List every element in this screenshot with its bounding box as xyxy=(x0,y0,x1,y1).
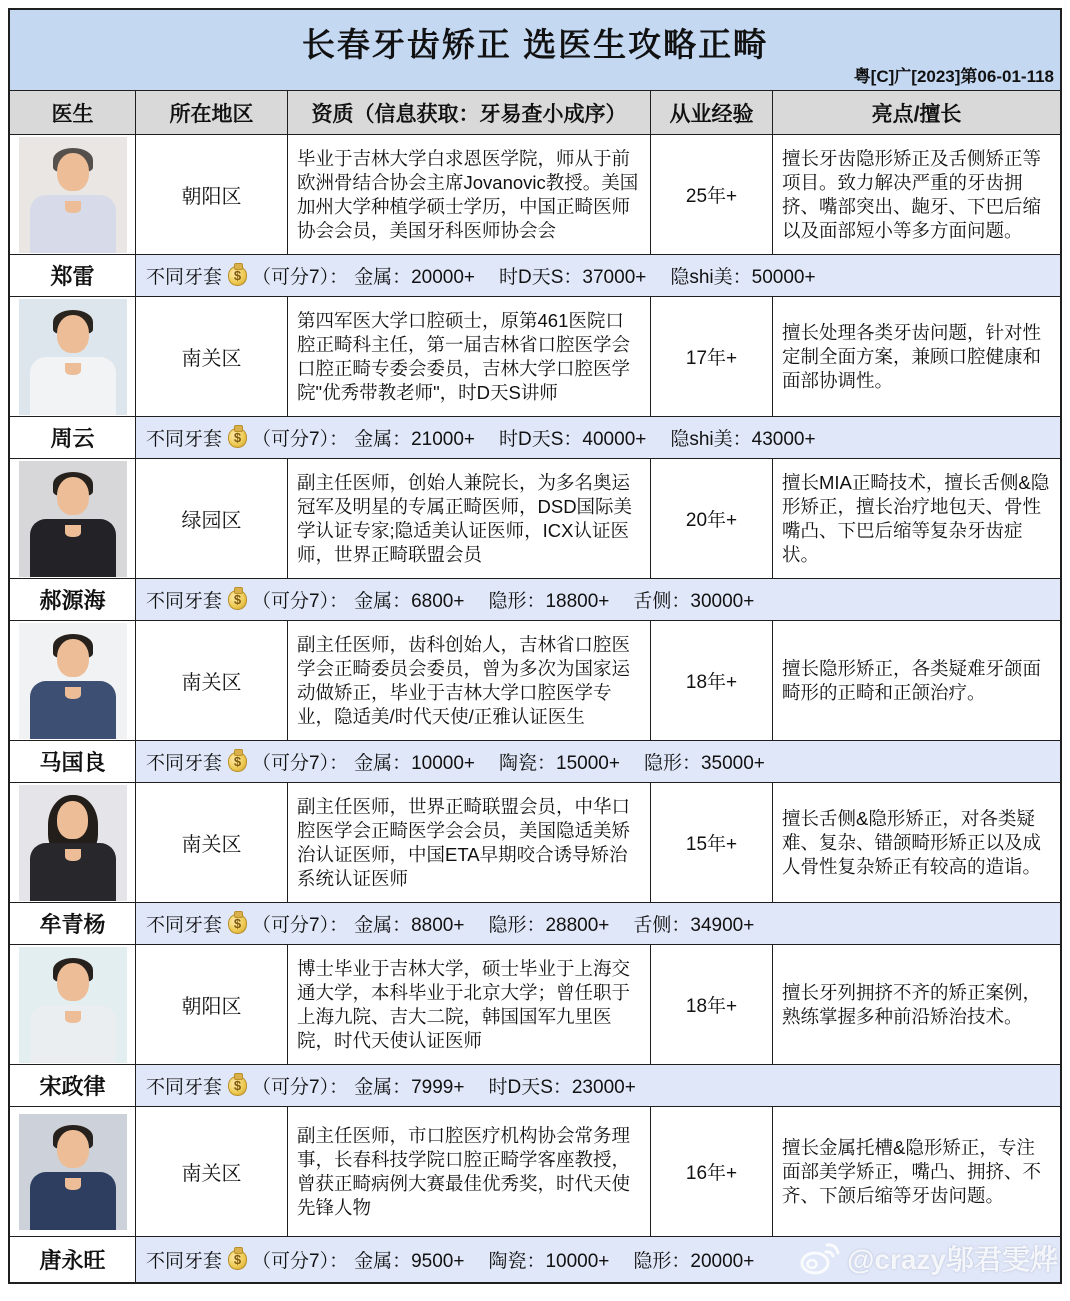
qualifications-cell xyxy=(287,620,650,740)
portrait-neck xyxy=(65,849,81,861)
district-cell: 朝阳区 xyxy=(135,134,287,254)
portrait-neck xyxy=(65,525,81,537)
price-item: 金属：7999+ xyxy=(354,1077,465,1098)
portrait-neck xyxy=(65,1178,81,1190)
doctor-portrait xyxy=(19,623,127,739)
price-note: （可分7）： xyxy=(252,1251,349,1272)
qualifications-cell xyxy=(287,1106,650,1236)
qualifications-text: 博士毕业于吉林大学，硕士毕业于上海交通大学，本科毕业于北京大学；曾任职于上海九院、吉大二院，韩国国军九里医院，时代天使认证医师 xyxy=(297,958,631,1051)
doctor-portrait xyxy=(19,785,127,901)
price-prefix: 不同牙套 xyxy=(146,267,223,288)
qualifications-text: 副主任医师，市口腔医疗机构协会常务理事，长春科技学院口腔正畸学客座教授，曾获正畸病例大赛最佳优秀奖，时代天使先锋人物 xyxy=(297,1125,631,1218)
price-note: （可分7）： xyxy=(252,1077,349,1098)
experience-cell: 25年+ xyxy=(650,134,772,254)
qualifications-text: 第四军医大学口腔硕士，原第461医院口腔正畸科主任，第一届吉林省口腔医学会口腔正畸专委会委员，吉林大学口腔医学院"优秀带教老师"，时D天S讲师 xyxy=(297,310,631,403)
price-prefix: 不同牙套 xyxy=(146,915,223,936)
table-grid xyxy=(10,90,1060,1282)
price-row xyxy=(135,416,1060,458)
price-items xyxy=(354,262,815,289)
doctor-name-cell: 马国良 xyxy=(10,740,135,782)
header-qualifications: 资质（信息获取：牙易查小成序） xyxy=(287,90,650,134)
price-items xyxy=(354,586,754,613)
price-item: 陶瓷：15000+ xyxy=(499,753,620,774)
portrait-neck xyxy=(65,687,81,699)
district-cell: 南关区 xyxy=(135,1106,287,1236)
price-item: 隐shi美：50000+ xyxy=(670,267,816,288)
page-title: 长春牙齿矫正 选医生攻略正畸 xyxy=(301,26,769,63)
price-prefix: 不同牙套 xyxy=(146,1077,223,1098)
doctor-photo-cell xyxy=(10,782,135,902)
qualifications-cell xyxy=(287,944,650,1064)
price-item: 时D天S：40000+ xyxy=(499,429,647,450)
money-bag-icon xyxy=(228,914,247,934)
price-item: 舌侧：34900+ xyxy=(633,915,755,936)
price-row xyxy=(135,902,1060,944)
experience-cell: 17年+ xyxy=(650,296,772,416)
doctor-portrait xyxy=(19,947,127,1063)
price-item: 金属：8800+ xyxy=(354,915,465,936)
portrait-neck xyxy=(65,1011,81,1023)
price-item: 金属：21000+ xyxy=(354,429,476,450)
price-row xyxy=(135,578,1060,620)
highlights-cell xyxy=(772,296,1060,416)
doctor-photo-cell xyxy=(10,620,135,740)
district-cell: 朝阳区 xyxy=(135,944,287,1064)
qualifications-text: 毕业于吉林大学白求恩医学院，师从于前欧洲骨结合协会主席Jovanovic教授。美国加州大学种植学硕士学历，中国正畸医师协会会员，美国牙科医师协会会 xyxy=(297,148,639,241)
district-cell: 南关区 xyxy=(135,782,287,902)
price-note: （可分7）： xyxy=(252,915,349,936)
portrait-face xyxy=(57,963,89,1001)
price-prefix: 不同牙套 xyxy=(146,429,223,450)
money-bag-icon xyxy=(228,428,247,448)
price-note: （可分7）： xyxy=(252,267,349,288)
price-item: 时D天S：23000+ xyxy=(488,1077,636,1098)
experience-cell: 18年+ xyxy=(650,944,772,1064)
highlights-text: 擅长牙列拥挤不齐的矫正案例，熟练掌握多种前沿矫治技术。 xyxy=(782,982,1042,1027)
price-row xyxy=(135,740,1060,782)
qualifications-cell xyxy=(287,296,650,416)
title-bar xyxy=(10,10,1060,90)
highlights-text: 擅长隐形矫正，各类疑难牙颌面畸形的正畸和正颌治疗。 xyxy=(782,658,1042,703)
experience-cell: 18年+ xyxy=(650,620,772,740)
portrait-face xyxy=(57,801,88,839)
qualifications-cell xyxy=(287,134,650,254)
highlights-cell xyxy=(772,134,1060,254)
header-district: 所在地区 xyxy=(135,90,287,134)
doctor-name-cell: 唐永旺 xyxy=(10,1236,135,1282)
doctor-portrait xyxy=(19,1114,127,1230)
doctor-comparison-table xyxy=(8,8,1062,1284)
price-prefix: 不同牙套 xyxy=(146,591,223,612)
price-items xyxy=(354,910,754,937)
district-cell: 绿园区 xyxy=(135,458,287,578)
price-item: 金属：6800+ xyxy=(354,591,465,612)
doctor-photo-cell xyxy=(10,296,135,416)
price-item: 隐形：35000+ xyxy=(643,753,765,774)
experience-cell: 15年+ xyxy=(650,782,772,902)
highlights-text: 擅长MIA正畸技术，擅长舌侧&隐形矫正，擅长治疗地包天、骨性嘴凸、下巴后缩等复杂牙齿症状。 xyxy=(782,472,1050,565)
highlights-cell xyxy=(772,782,1060,902)
price-items xyxy=(354,1246,754,1273)
portrait-face xyxy=(57,477,89,515)
district-cell: 南关区 xyxy=(135,620,287,740)
qualifications-text: 副主任医师，世界正畸联盟会员，中华口腔医学会正畸医学会会员，美国隐适美矫治认证医师，中国ETA早期咬合诱导矫治系统认证医师 xyxy=(297,796,631,889)
price-item: 隐shi美：43000+ xyxy=(670,429,816,450)
watermark-text: @crazy邬君雯烨 xyxy=(847,1244,1058,1275)
qualifications-text: 副主任医师，齿科创始人，吉林省口腔医学会正畸委员会委员，曾为多次为国家运动做矫正，毕业于吉林大学口腔医学专业，隐适美/时代天使/正雅认证医生 xyxy=(297,634,631,727)
money-bag-icon xyxy=(228,1250,247,1270)
ad-license-number: 粤[C]广[2023]第06-01-118 xyxy=(853,67,1054,86)
price-prefix: 不同牙套 xyxy=(146,753,223,774)
portrait-face xyxy=(57,153,89,191)
doctor-photo-cell xyxy=(10,1106,135,1236)
header-highlights: 亮点/擅长 xyxy=(772,90,1060,134)
doctor-name-cell: 周云 xyxy=(10,416,135,458)
price-row xyxy=(135,1236,1060,1282)
price-item: 隐形：20000+ xyxy=(633,1251,755,1272)
doctor-photo-cell xyxy=(10,458,135,578)
price-item: 金属：9500+ xyxy=(354,1251,465,1272)
experience-cell: 20年+ xyxy=(650,458,772,578)
highlights-cell xyxy=(772,1106,1060,1236)
highlights-text: 擅长牙齿隐形矫正及舌侧矫正等项目。致力解决严重的牙齿拥挤、嘴部突出、龅牙、下巴后缩以及面部短小等多方面问题。 xyxy=(782,148,1042,241)
money-bag-icon xyxy=(228,752,247,772)
qualifications-cell xyxy=(287,458,650,578)
money-bag-icon xyxy=(228,1076,247,1096)
doctor-name-cell: 郝源海 xyxy=(10,578,135,620)
highlights-text: 擅长舌侧&隐形矫正，对各类疑难、复杂、错颌畸形矫正以及成人骨性复杂矫正有较高的造诣。 xyxy=(782,808,1042,877)
price-prefix: 不同牙套 xyxy=(146,1251,223,1272)
price-items xyxy=(354,748,765,775)
header-doctor: 医生 xyxy=(10,90,135,134)
money-bag-icon xyxy=(228,266,247,286)
money-bag-icon xyxy=(228,590,247,610)
header-experience: 从业经验 xyxy=(650,90,772,134)
price-row xyxy=(135,1064,1060,1106)
qualifications-cell xyxy=(287,782,650,902)
price-row xyxy=(135,254,1060,296)
price-note: （可分7）： xyxy=(252,429,349,450)
doctor-photo-cell xyxy=(10,944,135,1064)
highlights-cell xyxy=(772,944,1060,1064)
price-item: 金属：10000+ xyxy=(354,753,476,774)
doctor-name-cell: 牟青杨 xyxy=(10,902,135,944)
doctor-name-cell: 郑雷 xyxy=(10,254,135,296)
doctor-portrait xyxy=(19,461,127,577)
price-note: （可分7）： xyxy=(252,753,349,774)
doctor-portrait xyxy=(19,137,127,253)
portrait-face xyxy=(57,1130,89,1168)
district-cell: 南关区 xyxy=(135,296,287,416)
doctor-photo-cell xyxy=(10,134,135,254)
price-item: 陶瓷：10000+ xyxy=(488,1251,610,1272)
doctor-portrait xyxy=(19,299,127,415)
highlights-cell xyxy=(772,458,1060,578)
highlights-text: 擅长处理各类牙齿问题，针对性定制全面方案，兼顾口腔健康和面部协调性。 xyxy=(782,322,1042,391)
portrait-neck xyxy=(65,363,81,375)
doctor-name-cell: 宋政律 xyxy=(10,1064,135,1106)
price-item: 舌侧：30000+ xyxy=(633,591,755,612)
portrait-face xyxy=(57,315,89,353)
qualifications-text: 副主任医师，创始人兼院长，为多名奥运冠军及明星的专属正畸医师，DSD国际美学认证专家;隐适美认证医师，ICX认证医师，世界正畸联盟会员 xyxy=(297,472,633,565)
price-items xyxy=(354,424,815,451)
price-item: 金属：20000+ xyxy=(354,267,476,288)
price-item: 隐形：18800+ xyxy=(488,591,610,612)
price-item: 时D天S：37000+ xyxy=(499,267,647,288)
experience-cell: 16年+ xyxy=(650,1106,772,1236)
portrait-neck xyxy=(65,201,81,213)
price-items xyxy=(354,1072,636,1099)
highlights-text: 擅长金属托槽&隐形矫正，专注面部美学矫正，嘴凸、拥挤、不齐、下颌后缩等牙齿问题。 xyxy=(782,1137,1042,1206)
infographic-page xyxy=(8,8,1062,1284)
highlights-cell xyxy=(772,620,1060,740)
price-item: 隐形：28800+ xyxy=(488,915,610,936)
portrait-face xyxy=(57,639,89,677)
price-note: （可分7）： xyxy=(252,591,349,612)
